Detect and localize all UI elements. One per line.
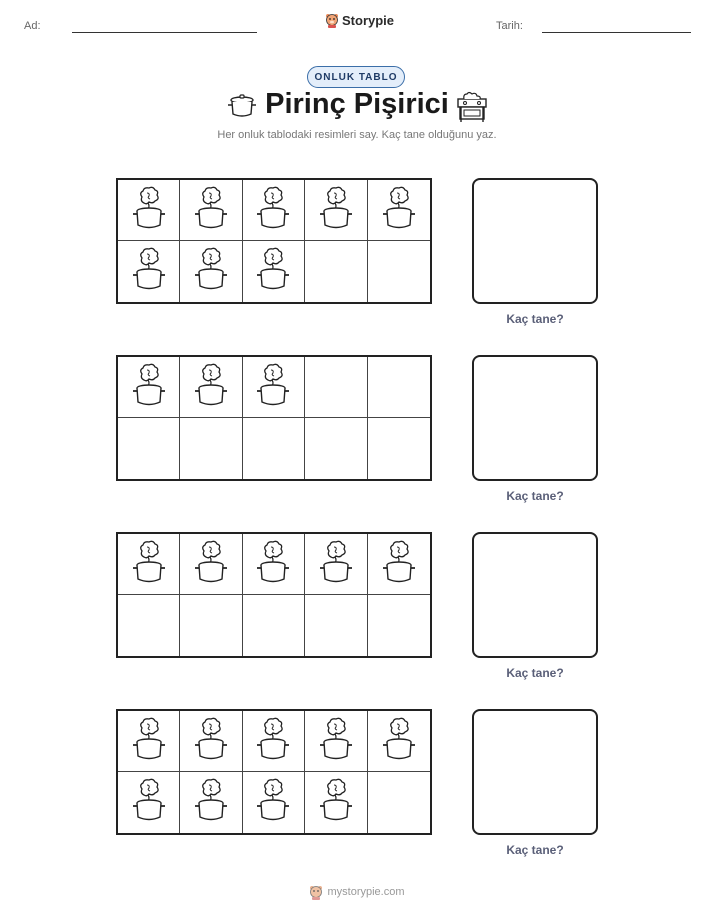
rice-cooker-pot-icon (193, 247, 229, 296)
ten-frame-cell (180, 534, 242, 595)
ten-frame-1 (116, 178, 432, 304)
answer-box-2[interactable] (472, 355, 598, 481)
ten-frame-cell (180, 418, 242, 479)
ten-frame-cell (243, 534, 305, 595)
rice-cooker-pot-icon (381, 717, 417, 766)
ten-frame-cell (368, 241, 430, 302)
ten-frame-cell (118, 772, 180, 833)
ten-frame-cell (118, 418, 180, 479)
category-badge: ONLUK TABLO (307, 66, 405, 88)
rice-cooker-pot-icon (318, 186, 354, 235)
rice-cooker-pot-icon (131, 778, 167, 827)
ten-frame-cell (243, 595, 305, 656)
rice-cooker-pot-icon (131, 363, 167, 412)
rice-cooker-pot-icon (255, 363, 291, 412)
ten-frame-cell (368, 534, 430, 595)
ten-frame-cell (305, 418, 367, 479)
ten-frame-cell (368, 711, 430, 772)
ten-frame-cell (118, 180, 180, 241)
stove-icon (455, 91, 489, 128)
ten-frame-cell (305, 772, 367, 833)
ten-frame-cell (118, 534, 180, 595)
rice-cooker-pot-icon (381, 540, 417, 589)
ten-frame-cell (305, 595, 367, 656)
storypie-bear-icon (325, 12, 339, 28)
rice-cooker-pot-icon (318, 778, 354, 827)
ten-frame-cell (368, 595, 430, 656)
rice-cooker-pot-icon (131, 540, 167, 589)
rice-cooker-pot-icon (318, 717, 354, 766)
footer (0, 884, 714, 900)
ten-frame-cell (305, 241, 367, 302)
ten-frame-cell (180, 180, 242, 241)
ten-frame-2 (116, 355, 432, 481)
ten-frame-cell (118, 711, 180, 772)
ten-frame-cell (305, 180, 367, 241)
answer-box-1[interactable] (472, 178, 598, 304)
answer-label-1: Kaç tane? (506, 312, 564, 326)
ten-frame-cell (243, 418, 305, 479)
date-label: Tarih: (496, 20, 523, 32)
ten-frame-cell (180, 772, 242, 833)
name-line[interactable] (72, 32, 257, 33)
ten-frame-cell (368, 418, 430, 479)
rice-cooker-pot-icon (193, 363, 229, 412)
ten-frame-cell (368, 357, 430, 418)
ten-frame-4 (116, 709, 432, 835)
answer-label-2: Kaç tane? (506, 489, 564, 503)
ten-frame-cell (180, 357, 242, 418)
rice-cooker-pot-icon (318, 540, 354, 589)
footer-url[interactable]: mystorypie.com (327, 886, 405, 898)
brand-name: Storypie (342, 12, 395, 28)
ten-frame-cell (243, 711, 305, 772)
ten-frame-cell (368, 180, 430, 241)
ten-frame-cell (180, 595, 242, 656)
storypie-bear-icon (309, 884, 323, 900)
rice-cooker-pot-icon (255, 247, 291, 296)
rice-cooker-pot-icon (381, 186, 417, 235)
ten-frame-cell (305, 534, 367, 595)
rice-cooker-pot-icon (193, 540, 229, 589)
answer-label-4: Kaç tane? (506, 843, 564, 857)
ten-frame-cell (180, 241, 242, 302)
rice-cooker-pot-icon (131, 717, 167, 766)
rice-cooker-pot-icon (255, 540, 291, 589)
ten-frame-cell (118, 357, 180, 418)
ten-frame-cell (243, 241, 305, 302)
name-label: Ad: (24, 20, 41, 32)
instructions: Her onluk tablodaki resimleri say. Kaç tane olduğunu yaz. (217, 129, 497, 141)
page-title: Pirinç Pişirici (265, 88, 449, 120)
ten-frame-cell (305, 357, 367, 418)
rice-cooker-pot-icon (193, 778, 229, 827)
date-line[interactable] (542, 32, 691, 33)
ten-frame-cell (243, 772, 305, 833)
brand-logo (325, 12, 394, 28)
answer-box-4[interactable] (472, 709, 598, 835)
ten-frame-cell (180, 711, 242, 772)
ten-frame-cell (243, 357, 305, 418)
rice-cooker-pot-icon (255, 186, 291, 235)
rice-cooker-pot-icon (131, 247, 167, 296)
rice-cooker-pot-icon (193, 717, 229, 766)
answer-box-3[interactable] (472, 532, 598, 658)
ten-frame-cell (118, 595, 180, 656)
rice-cooker-pot-icon (255, 717, 291, 766)
rice-cooker-pot-icon (193, 186, 229, 235)
ten-frame-cell (305, 711, 367, 772)
rice-cooker-pot-icon (255, 778, 291, 827)
ten-frame-cell (243, 180, 305, 241)
ten-frame-3 (116, 532, 432, 658)
ten-frame-cell (368, 772, 430, 833)
ten-frame-cell (118, 241, 180, 302)
answer-label-3: Kaç tane? (506, 666, 564, 680)
rice-cooker-pot-icon (131, 186, 167, 235)
